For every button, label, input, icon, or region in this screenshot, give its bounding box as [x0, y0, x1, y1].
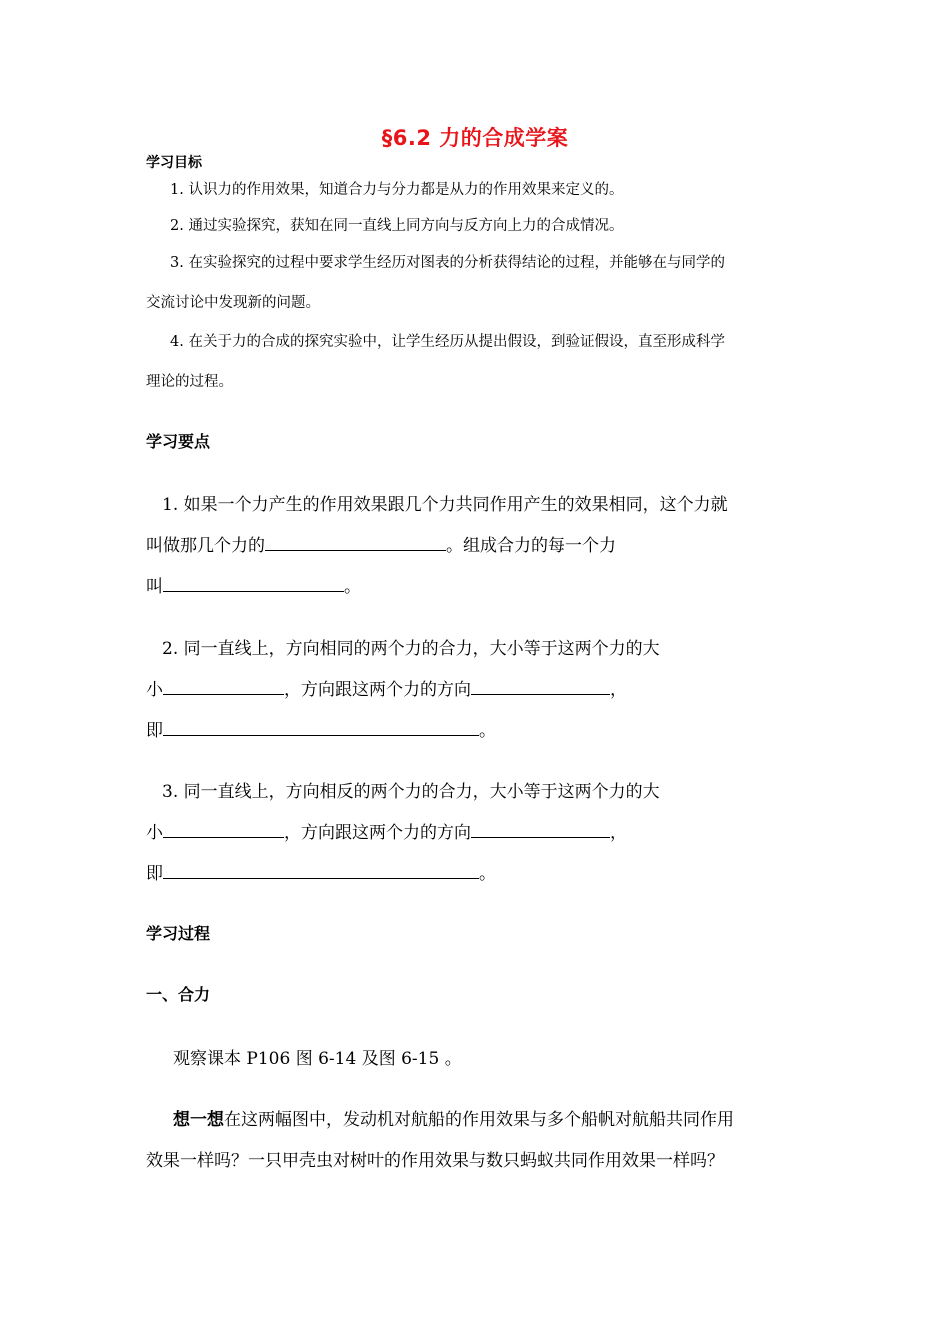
keypoint-1-text-d: 。: [344, 577, 361, 597]
objective-item-2: 2. 通过实验探究，获知在同一直线上同方向与反方向上力的合成情况。: [170, 218, 624, 234]
objective-item-4-line-1: 4. 在关于力的合成的探究实验中，让学生经历从提出假设，到验证假设，直至形成科学: [170, 334, 725, 350]
keypoint-2-text-e: 。: [479, 721, 496, 741]
blank-opposite-direction-magnitude[interactable]: [163, 819, 284, 838]
objective-item-3-line-2: 交流讨论中发现新的问题。: [146, 295, 320, 311]
keypoint-2-line-3: [146, 716, 496, 741]
blank-opposite-direction-formula[interactable]: [163, 860, 479, 879]
keypoint-1-text-a: 叫做那几个力的: [146, 536, 265, 556]
keypoint-1-line-1: 1. 如果一个力产生的作用效果跟几个力共同作用产生的效果相同，这个力就: [162, 495, 728, 515]
keypoint-3-text-a: 小: [146, 823, 163, 843]
keypoint-1-line-2: [146, 531, 616, 556]
keypoint-2-line-2: [146, 675, 627, 700]
keypoint-3-text-b: ，方向跟这两个力的方向: [284, 823, 471, 843]
keypoint-1-line-3: [146, 572, 361, 597]
keypoint-2-text-c: ，: [610, 680, 627, 700]
keypoint-2-text-a: 小: [146, 680, 163, 700]
keypoint-3-line-3: [146, 859, 496, 884]
observe-text: 观察课本 P106 图 6-14 及图 6-15 。: [173, 1049, 462, 1069]
keypoint-3-line-1: 3. 同一直线上，方向相反的两个力的合力，大小等于这两个力的大: [162, 782, 660, 802]
objective-item-4-line-2: 理论的过程。: [146, 374, 233, 390]
think-line-2: 效果一样吗？一只甲壳虫对树叶的作用效果与数只蚂蚁共同作用效果一样吗？: [146, 1151, 724, 1171]
keypoint-1-text-c: 叫: [146, 577, 163, 597]
blank-opposite-direction-direction[interactable]: [471, 819, 610, 838]
blank-same-direction-formula[interactable]: [163, 717, 479, 736]
blank-same-direction-direction[interactable]: [471, 676, 610, 695]
keypoints-heading: 学习要点: [146, 432, 211, 451]
keypoint-3-text-e: 。: [479, 864, 496, 884]
think-text-1: 在这两幅图中，发动机对航船的作用效果与多个船帆对航船共同作用: [224, 1110, 734, 1130]
objective-item-1: 1. 认识力的作用效果，知道合力与分力都是从力的作用效果来定义的。: [170, 182, 624, 198]
keypoint-2-text-b: ，方向跟这两个力的方向: [284, 680, 471, 700]
keypoint-2-line-1: 2. 同一直线上，方向相同的两个力的合力，大小等于这两个力的大: [162, 639, 660, 659]
page-title: §6.2 力的合成学案: [381, 126, 569, 150]
objective-item-3-line-1: 3. 在实验探究的过程中要求学生经历对图表的分析获得结论的过程，并能够在与同学的: [170, 255, 725, 271]
objectives-heading: 学习目标: [146, 155, 202, 171]
blank-resultant-force[interactable]: [265, 532, 446, 551]
keypoint-3-text-d: 即: [146, 864, 163, 884]
think-line-1: [173, 1105, 734, 1130]
blank-component-force[interactable]: [163, 573, 344, 592]
keypoint-1-text-b: 。组成合力的每一个力: [446, 536, 616, 556]
process-heading: 学习过程: [146, 924, 211, 943]
think-label: 想一想: [173, 1110, 224, 1130]
keypoint-3-text-c: ，: [610, 823, 627, 843]
keypoint-2-text-d: 即: [146, 721, 163, 741]
blank-same-direction-magnitude[interactable]: [163, 676, 284, 695]
keypoint-3-line-2: [146, 818, 627, 843]
section-1-heading: 一、合力: [146, 985, 211, 1004]
